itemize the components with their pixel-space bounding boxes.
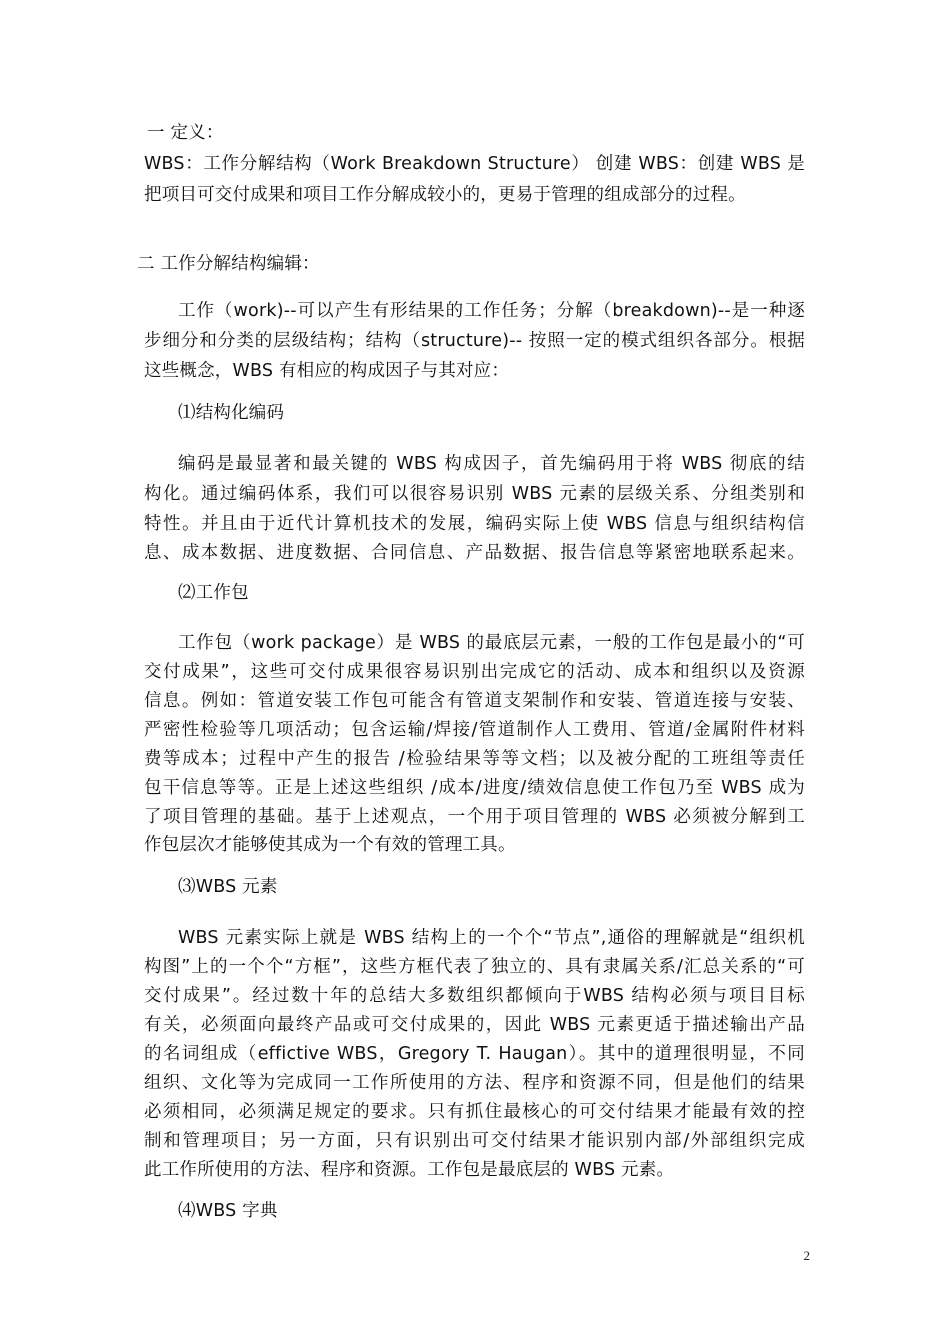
item3-line-1: WBS 元素实际上就是 WBS 结构上的一个个“节点”,通俗的理解就是“组织机: [178, 928, 805, 948]
section1-line-2: 把项目可交付成果和项目工作分解成较小的，更易于管理的组成部分的过程。: [144, 185, 746, 205]
item2-line-2: 交付成果”，这些可交付成果很容易识别出完成它的活动、成本和组织以及资源: [144, 662, 805, 682]
item2-title: ⑵工作包: [178, 583, 249, 603]
intro-line-1: 工作（work)--可以产生有形结果的工作任务；分解（breakdown)--是一种逐: [178, 301, 805, 321]
item1-line-4: 息、成本数据、进度数据、合同信息、产品数据、报告信息等紧密地联系起来。: [144, 543, 805, 563]
item3-line-8: 制和管理项目；另一方面，只有识别出可交付结果才能识别内部/外部组织完成: [144, 1131, 805, 1151]
page-number: 2: [803, 1248, 810, 1263]
intro-line-2: 步细分和分类的层级结构；结构（structure)-- 按照一定的模式组织各部分。根据: [144, 331, 805, 351]
item3-line-7: 必须相同，必须满足规定的要求。只有抓住最核心的可交付结果才能最有效的控: [144, 1102, 805, 1122]
section1-line-1: WBS：工作分解结构（Work Breakdown Structure） 创建 WBS：创建 WBS 是: [144, 154, 805, 174]
item3-line-6: 组织、文化等为完成同一工作所使用的方法、程序和资源不同，但是他们的结果: [144, 1073, 805, 1093]
item1-line-3: 特性。并且由于近代计算机技术的发展，编码实际上使 WBS 信息与组织结构信: [144, 514, 805, 534]
item4-title: ⑷WBS 字典: [178, 1201, 278, 1221]
item3-line-2: 构图”上的一个个“方框”，这些方框代表了独立的、具有隶属关系/汇总关系的“可: [144, 957, 805, 977]
item3-line-4: 有关，必须面向最终产品或可交付成果的，因此 WBS 元素更适于描述输出产品: [144, 1015, 805, 1035]
item2-line-6: 包干信息等等。正是上述这些组织 /成本/进度/绩效信息使工作包乃至 WBS 成为: [144, 778, 805, 798]
item3-title: ⑶WBS 元素: [178, 877, 278, 897]
item3-line-3: 交付成果”。经过数十年的总结大多数组织都倾向于WBS 结构必须与项目目标: [144, 986, 805, 1006]
item1-title: ⑴结构化编码: [178, 403, 285, 423]
item2-line-4: 严密性检验等几项活动；包含运输/焊接/管道制作人工费用、管道/金属附件材料: [144, 720, 805, 740]
item1-line-2: 构化。通过编码体系，我们可以很容易识别 WBS 元素的层级关系、分组类别和: [144, 484, 805, 504]
item2-line-1: 工作包（work package）是 WBS 的最底层元素，一般的工作包是最小的“可: [178, 633, 805, 653]
intro-line-3: 这些概念，WBS 有相应的构成因子与其对应：: [144, 361, 510, 381]
item2-line-8: 作包层次才能够使其成为一个有效的管理工具。: [144, 835, 516, 855]
item2-line-5: 费等成本；过程中产生的报告 /检验结果等等文档；以及被分配的工班组等责任: [144, 749, 805, 769]
item3-line-9: 此工作所使用的方法、程序和资源。工作包是最底层的 WBS 元素。: [144, 1160, 675, 1180]
item3-line-5: 的名词组成（effictive WBS，Gregory T. Haugan）。其中的道理很明显，不同: [144, 1044, 805, 1064]
item1-line-1: 编码是最显著和最关键的 WBS 构成因子，首先编码用于将 WBS 彻底的结: [178, 454, 805, 474]
item2-line-3: 信息。例如：管道安装工作包可能含有管道支架制作和安装、管道连接与安装、: [144, 691, 805, 711]
item2-line-7: 了项目管理的基础。基于上述观点，一个用于项目管理的 WBS 必须被分解到工: [144, 807, 805, 827]
section2-heading: 二 工作分解结构编辑：: [137, 254, 320, 274]
section1-heading: 一 定义：: [147, 123, 224, 143]
